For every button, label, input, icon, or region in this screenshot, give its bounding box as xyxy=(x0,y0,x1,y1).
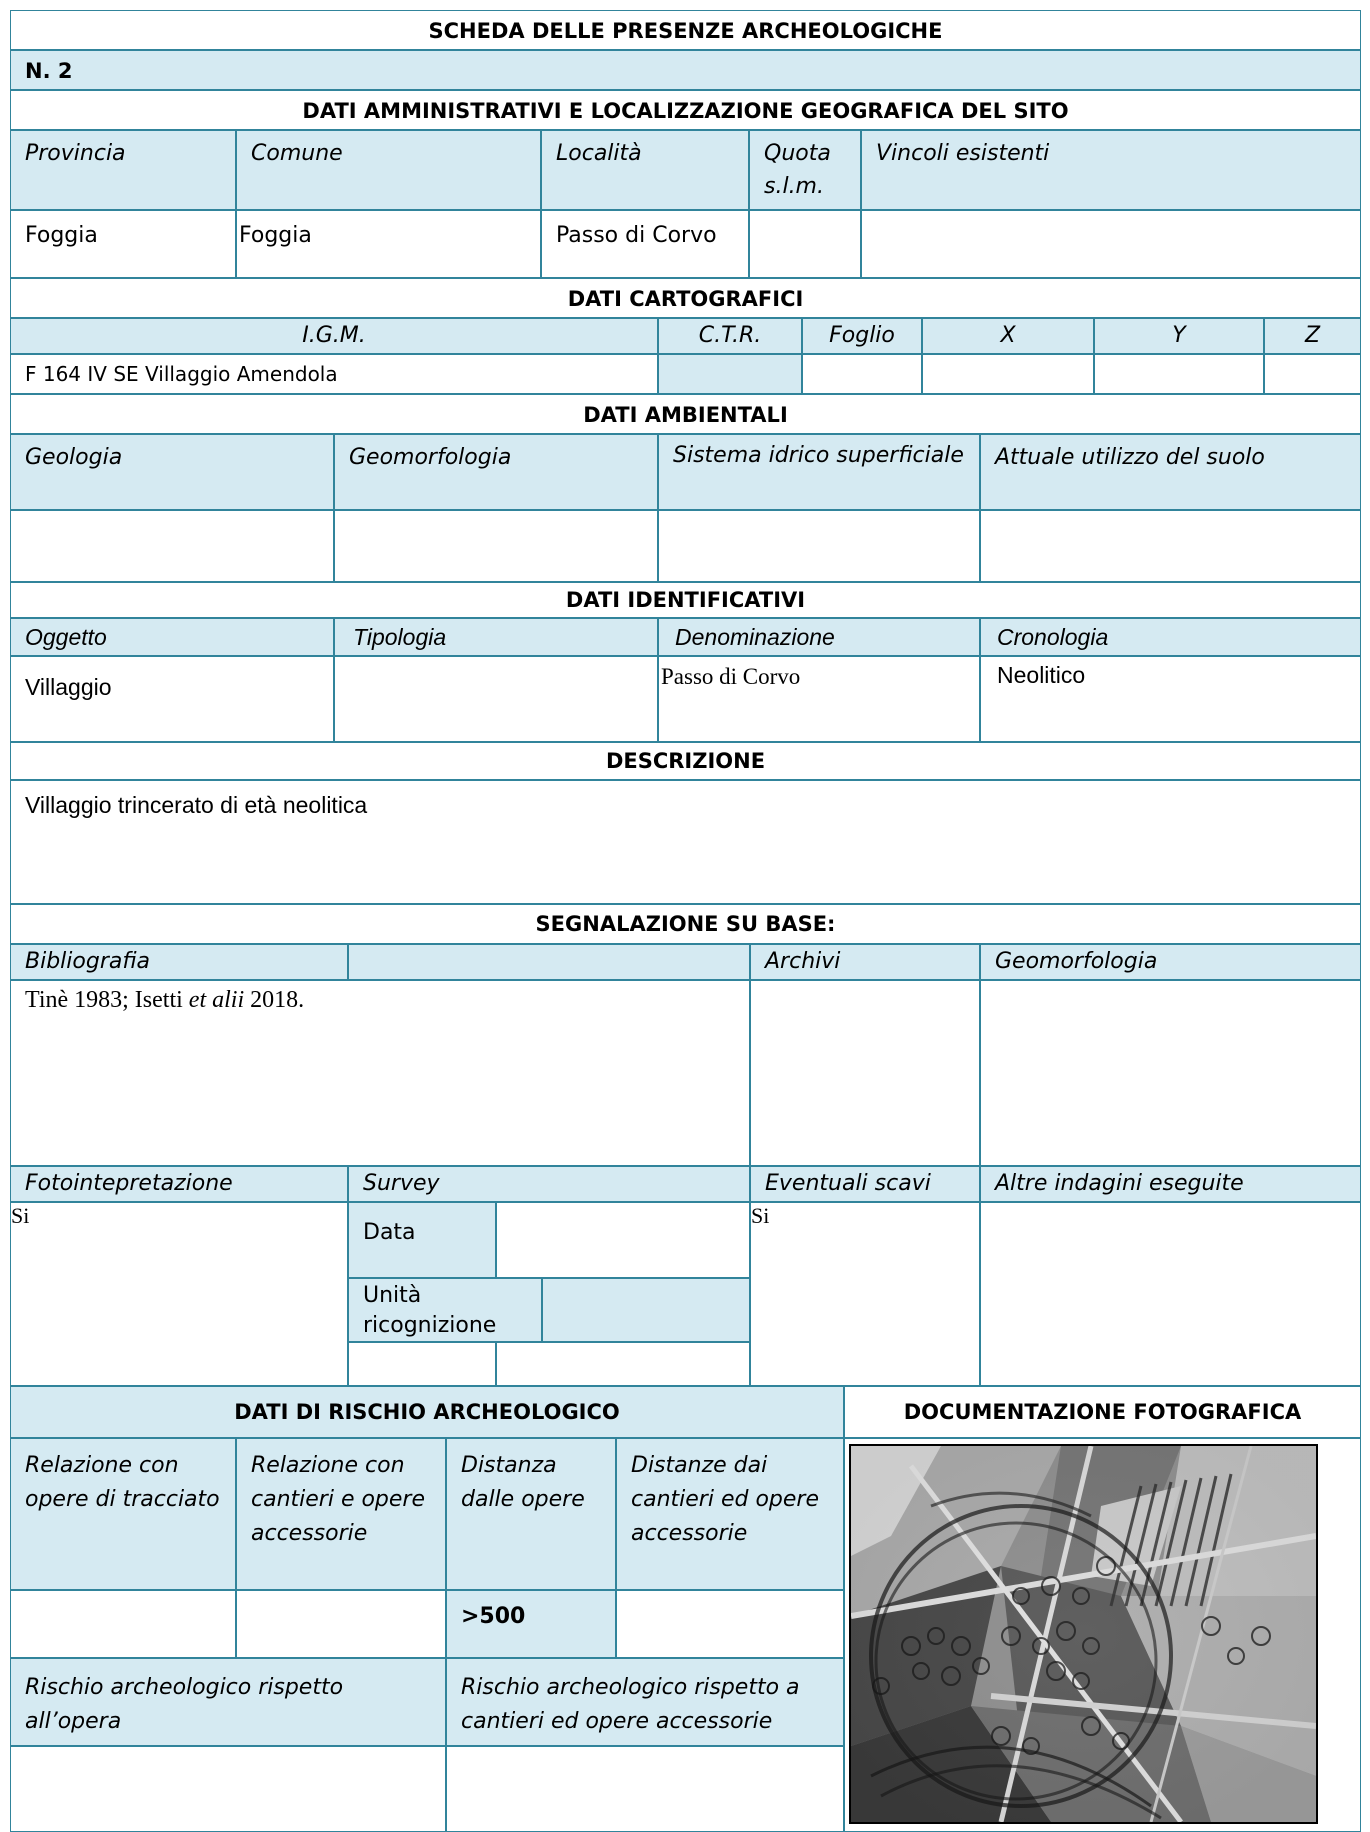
carto-heading: DATI CARTOGRAFICI xyxy=(10,278,1361,318)
survey-blank-right xyxy=(496,1342,750,1386)
value-rischio-opera xyxy=(10,1746,446,1832)
segnal-heading: SEGNALAZIONE SU BASE: xyxy=(10,904,1361,944)
value-distanza-opere: >500 xyxy=(446,1590,616,1658)
label-distanza-opere: Distanza dalle opere xyxy=(446,1438,616,1590)
label-quota: Quota s.l.m. xyxy=(749,130,861,210)
label-z: Z xyxy=(1264,318,1361,354)
form-title: SCHEDA DELLE PRESENZE ARCHEOLOGICHE xyxy=(10,10,1361,50)
value-vincoli xyxy=(861,210,1361,278)
value-utilizzo-suolo xyxy=(980,510,1361,582)
value-comune: Foggia xyxy=(236,210,541,278)
label-archivi: Archivi xyxy=(750,944,980,980)
value-sistema-idrico xyxy=(658,510,980,582)
label-ctr: C.T.R. xyxy=(658,318,802,354)
ident-heading: DATI IDENTIFICATIVI xyxy=(10,582,1361,618)
label-tipologia: Tipologia xyxy=(334,618,658,656)
label-survey: Survey xyxy=(348,1166,750,1202)
label-bibliografia: Bibliografia xyxy=(10,944,348,980)
label-altre-indagini: Altre indagini eseguite xyxy=(980,1166,1361,1202)
descr-heading: DESCRIZIONE xyxy=(10,742,1361,780)
survey-blank-left xyxy=(348,1342,496,1386)
biblio-em: et alii xyxy=(188,987,245,1013)
admin-heading: DATI AMMINISTRATIVI E LOCALIZZAZIONE GEOGRAFICA DEL SITO xyxy=(10,90,1361,130)
label-rischio-cantieri: Rischio archeologico rispetto a cantieri ed opere accessorie xyxy=(446,1658,844,1746)
label-distanze-cantieri: Distanze dai cantieri ed opere accessorie xyxy=(616,1438,844,1590)
label-data: Data xyxy=(348,1202,496,1278)
label-y: Y xyxy=(1094,318,1264,354)
blank-header-cell xyxy=(348,944,750,980)
label-sistema-idrico: Sistema idrico superficiale xyxy=(658,434,980,510)
value-data xyxy=(496,1202,750,1278)
value-localita: Passo di Corvo xyxy=(541,210,749,278)
label-relazione-opere: Relazione con opere di tracciato xyxy=(10,1438,236,1590)
value-geologia xyxy=(10,510,334,582)
ambient-heading: DATI AMBIENTALI xyxy=(10,394,1361,434)
risk-heading: DATI DI RISCHIO ARCHEOLOGICO xyxy=(10,1386,844,1438)
value-ctr xyxy=(658,354,802,394)
value-provincia: Foggia xyxy=(10,210,236,278)
value-unita-ricognizione xyxy=(542,1278,750,1342)
value-oggetto: Villaggio xyxy=(10,656,334,742)
label-provincia: Provincia xyxy=(10,130,236,210)
label-denominazione: Denominazione xyxy=(658,618,980,656)
label-unita-ricognizione: Unità ricognizione xyxy=(348,1278,542,1342)
value-altre-indagini xyxy=(980,1202,1361,1386)
value-igm: F 164 IV SE Villaggio Amendola xyxy=(10,354,658,394)
value-cronologia: Neolitico xyxy=(980,656,1361,742)
value-relazione-opere xyxy=(10,1590,236,1658)
photo-heading: DOCUMENTAZIONE FOTOGRAFICA xyxy=(844,1386,1361,1438)
aerial-photograph xyxy=(849,1444,1318,1824)
label-foglio: Foglio xyxy=(802,318,922,354)
value-geomorfologia xyxy=(334,510,658,582)
value-archivi xyxy=(750,980,980,1166)
value-denominazione: Passo di Corvo xyxy=(658,656,980,742)
value-fotointerpretazione: Si xyxy=(10,1202,348,1386)
value-relazione-cantieri xyxy=(236,1590,446,1658)
label-rischio-opera: Rischio archeologico rispetto all’opera xyxy=(10,1658,446,1746)
value-z xyxy=(1264,354,1361,394)
label-oggetto: Oggetto xyxy=(10,618,334,656)
value-rischio-cantieri xyxy=(446,1746,844,1832)
value-geomorfologia-2 xyxy=(980,980,1361,1166)
biblio-pre: Tinè 1983; Isetti xyxy=(25,987,189,1013)
label-geologia: Geologia xyxy=(10,434,334,510)
bibliography-text xyxy=(10,980,750,1166)
label-relazione-cantieri: Relazione con cantieri e opere accessorie xyxy=(236,1438,446,1590)
label-utilizzo-suolo: Attuale utilizzo del suolo xyxy=(980,434,1361,510)
value-tipologia xyxy=(334,656,658,742)
value-foglio xyxy=(802,354,922,394)
label-localita: Località xyxy=(541,130,749,210)
value-distanze-cantieri xyxy=(616,1590,844,1658)
value-eventuali-scavi: Si xyxy=(750,1202,980,1386)
biblio-post: 2018. xyxy=(244,987,305,1013)
label-igm: I.G.M. xyxy=(10,318,658,354)
description-text: Villaggio trincerato di età neolitica xyxy=(10,780,1361,904)
label-eventuali-scavi: Eventuali scavi xyxy=(750,1166,980,1202)
label-geomorfologia-2: Geomorfologia xyxy=(980,944,1361,980)
label-geomorfologia: Geomorfologia xyxy=(334,434,658,510)
label-vincoli: Vincoli esistenti xyxy=(861,130,1361,210)
label-fotointerpretazione: Fotointepretazione xyxy=(10,1166,348,1202)
label-comune: Comune xyxy=(236,130,541,210)
value-y xyxy=(1094,354,1264,394)
record-number: N. 2 xyxy=(10,50,1361,90)
value-quota xyxy=(749,210,861,278)
value-x xyxy=(922,354,1094,394)
label-x: X xyxy=(922,318,1094,354)
label-cronologia: Cronologia xyxy=(980,618,1361,656)
